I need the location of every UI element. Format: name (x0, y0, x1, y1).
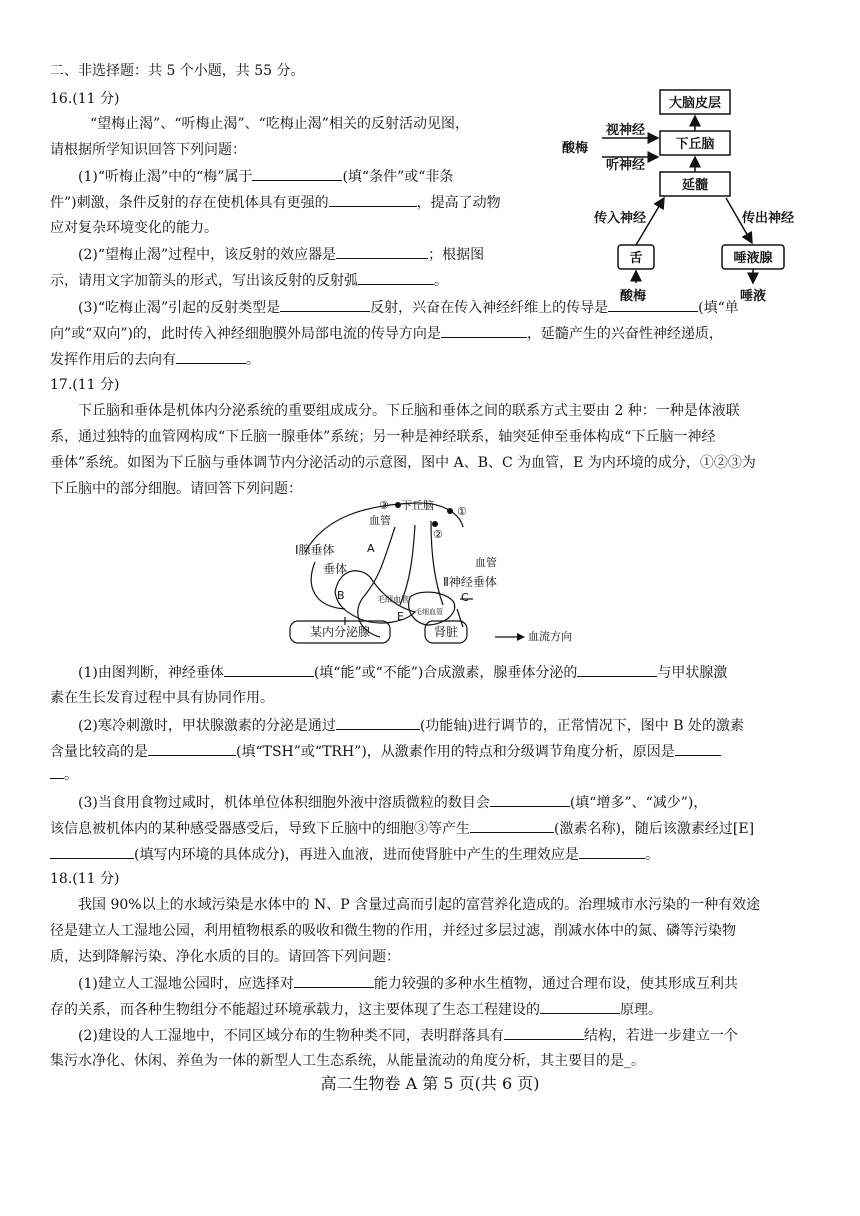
answer-blank[interactable] (50, 764, 64, 779)
q17-part3-line3: (填写内环境的具体成分)，再进入血液，进而使肾脏中产生的生理效应是 。 (50, 844, 659, 865)
q18-intro-line2: 径是建立人工湿地公园，利用植物根系的吸收和微生物的作用，并经过多层过滤，削减水体中的氮、磷等污染物 (50, 923, 736, 939)
saliva-label: 唾液 (740, 289, 767, 304)
e-label: E (397, 610, 404, 623)
tongue-label: 舌 (629, 251, 643, 266)
cell1-label: ① (457, 505, 467, 518)
q16-part1-line3: 应对复杂环境变化的能力。 (50, 220, 218, 236)
answer-blank[interactable] (441, 323, 527, 338)
q16-part1-line2: 件”)刺激，条件反射的存在使机体具有更强的 ，提高了动物 (50, 192, 501, 213)
reflex-diagram (560, 85, 810, 305)
q16-part2-line2: 示，请用文字加箭头的形式，写出该反射的反射弧 。 (50, 270, 448, 291)
optic-label: 视神经 (606, 123, 646, 138)
afferent-label: 传入神经 (594, 211, 647, 226)
answer-blank[interactable] (294, 973, 374, 988)
answer-blank[interactable] (470, 818, 554, 833)
answer-blank[interactable] (148, 741, 236, 756)
q16-part3-line3: 发挥作用后的去向有 。 (50, 349, 260, 370)
answer-blank[interactable] (252, 166, 342, 181)
adenohypophysis-label: Ⅰ腺垂体 (295, 543, 335, 557)
q17-part1-line1: (1)由图判断，神经垂体 (填“能”或“不能”)合成激素，腺垂体分泌的 与甲状腺激 (78, 662, 727, 683)
q17-intro-line1: 下丘脑和垂体是机体内分泌系统的重要组成成分。下丘脑和垂体之间的联系方式主要由 2 种：一种是体液联 (78, 403, 740, 419)
vessel-c-label: C (461, 591, 469, 604)
answer-blank[interactable] (675, 741, 721, 756)
gland-label: 唾液腺 (733, 251, 773, 266)
section-heading: 二、非选择题：共 5 个小题，共 55 分。 (50, 63, 305, 79)
q16-number: 16.(11 分) (50, 91, 120, 107)
hypothalamus-label: 下丘脑 (675, 137, 715, 152)
answer-blank[interactable] (329, 192, 417, 207)
hypothalamus-label: 下丘脑 (401, 499, 434, 512)
answer-blank[interactable] (224, 662, 314, 677)
answer-blank[interactable] (280, 297, 370, 312)
capillary2-label: 毛细血管 (415, 608, 443, 616)
q17-intro-line2: 系，通过独特的血管网构成“下丘脑一腺垂体”系统；另一种是神经联系，轴突延伸至垂体构成“下丘脑一神经 (50, 429, 716, 445)
capillary-label: 毛细血管 (377, 595, 409, 604)
plum-left-label: 酸梅 (562, 141, 589, 156)
efferent-label: 传出神经 (742, 211, 795, 226)
answer-blank[interactable] (358, 270, 434, 285)
kidney-label: 肾脏 (433, 625, 459, 639)
plum-bottom-label: 酸梅 (620, 289, 647, 304)
q17-part2-line1: (2)寒冷刺激时，甲状腺激素的分泌是通过 (功能轴)进行调节的，正常情况下，图中 B 处的激素 (78, 715, 744, 736)
page-footer: 高二生物卷 A 第 5 页(共 6 页) (320, 1074, 540, 1093)
auditory-label: 听神经 (606, 158, 646, 173)
flow-label: 血流方向 (528, 630, 572, 643)
q17-part2-line2: 含量比较高的是 (填“TSH”或“TRH”)，从激素作用的特点和分级调节角度分析，原因是 (50, 741, 721, 762)
q16-part2-line1: (2)“望梅止渴”过程中，该反射的效应器是 ；根据图 (78, 244, 484, 265)
answer-blank[interactable] (490, 792, 570, 807)
answer-blank[interactable] (577, 662, 657, 677)
medulla-label: 延髓 (681, 178, 709, 193)
q16-intro-line2: 请根据所学知识回答下列问题： (50, 142, 246, 158)
q18-part2-line2: 集污水净化、休闲、养鱼为一体的新型人工生态系统，从能量流动的角度分析，其主要目的是_。 (50, 1053, 645, 1069)
cell2-label: ② (433, 528, 443, 541)
answer-blank[interactable] (336, 715, 420, 730)
pituitary-label: 垂体 (323, 562, 348, 576)
answer-blank[interactable] (504, 1025, 584, 1040)
neurohypophysis-label: Ⅱ神经垂体 (443, 575, 497, 589)
vessel-a-label: A (367, 542, 375, 555)
q18-intro-line1: 我国 90%以上的水域污染是水体中的 N、P 含量过高而引起的富营养化造成的。治理城市水污染的一种有效途 (78, 897, 761, 913)
q17-part3-line2: 该信息被机体内的某种感受器感受后，导致下丘脑中的细胞③等产生 (激素名称)，随后该激素经过[E] (50, 818, 754, 839)
q17-intro-line4: 下丘脑中的部分细胞。请回答下列问题： (50, 481, 302, 497)
q16-intro-line1: “望梅止渴”、“听梅止渴”、“吃梅止渴”相关的反射活动见图， (90, 116, 469, 132)
vessel-top-label: 血管 (369, 514, 391, 527)
q17-number: 17.(11 分) (50, 377, 120, 393)
answer-blank[interactable] (540, 999, 620, 1014)
q18-number: 18.(11 分) (50, 871, 120, 887)
answer-blank[interactable] (579, 844, 645, 859)
vessel-b-label: B (337, 589, 345, 602)
q18-intro-line3: 质，达到降解污染、净化水质的目的。请回答下列问题： (50, 949, 400, 965)
q16-part3-line2: 向”或“双向”)的，此时传入神经细胞膜外局部电流的传导方向是 ，延髓产生的兴奋性神经递质， (50, 323, 723, 344)
q16-part1-line1: (1)“听梅止渴”中的“梅”属于 (填“条件”或“非条 (78, 166, 453, 187)
vessel-right-label: 血管 (475, 556, 497, 569)
answer-blank[interactable] (50, 844, 134, 859)
q16-part3-line1: (3)“吃梅止渴”引起的反射类型是 反射，兴奋在传入神经纤维上的传导是 (填“单 (78, 297, 739, 318)
q18-part1-line1: (1)建立人工湿地公园时，应选择对 能力较强的多种水生植物，通过合理布设，使其形成互利共 (78, 973, 738, 994)
pituitary-diagram (285, 497, 575, 647)
cortex-label: 大脑皮层 (668, 96, 722, 111)
answer-blank[interactable] (176, 349, 246, 364)
answer-blank[interactable] (336, 244, 428, 259)
q18-part2-line1: (2)建设的人工湿地中，不同区域分布的生物种类不同，表明群落具有 结构，若进一步建立一个 (78, 1025, 738, 1046)
q17-part3-line1: (3)当食用食物过咸时，机体单位体积细胞外液中溶质微粒的数目会 (填“增多”、“减少”)， (78, 792, 707, 813)
endocrine-label: 某内分泌腺 (309, 625, 371, 639)
q17-part1-line2: 素在生长发育过程中具有协同作用。 (50, 690, 274, 706)
q17-part2-line3: 。 (50, 764, 78, 785)
q17-intro-line3: 垂体”系统。如图为下丘脑与垂体调节内分泌活动的示意图，图中 A、B、C 为血管，E 为内环境的成分，①②③为 (50, 455, 756, 471)
cell3-label: ③ (379, 499, 389, 512)
q18-part1-line2: 存的关系，而各种生物组分不能超过环境承载力，这主要体现了生态工程建设的 原理。 (50, 999, 662, 1020)
